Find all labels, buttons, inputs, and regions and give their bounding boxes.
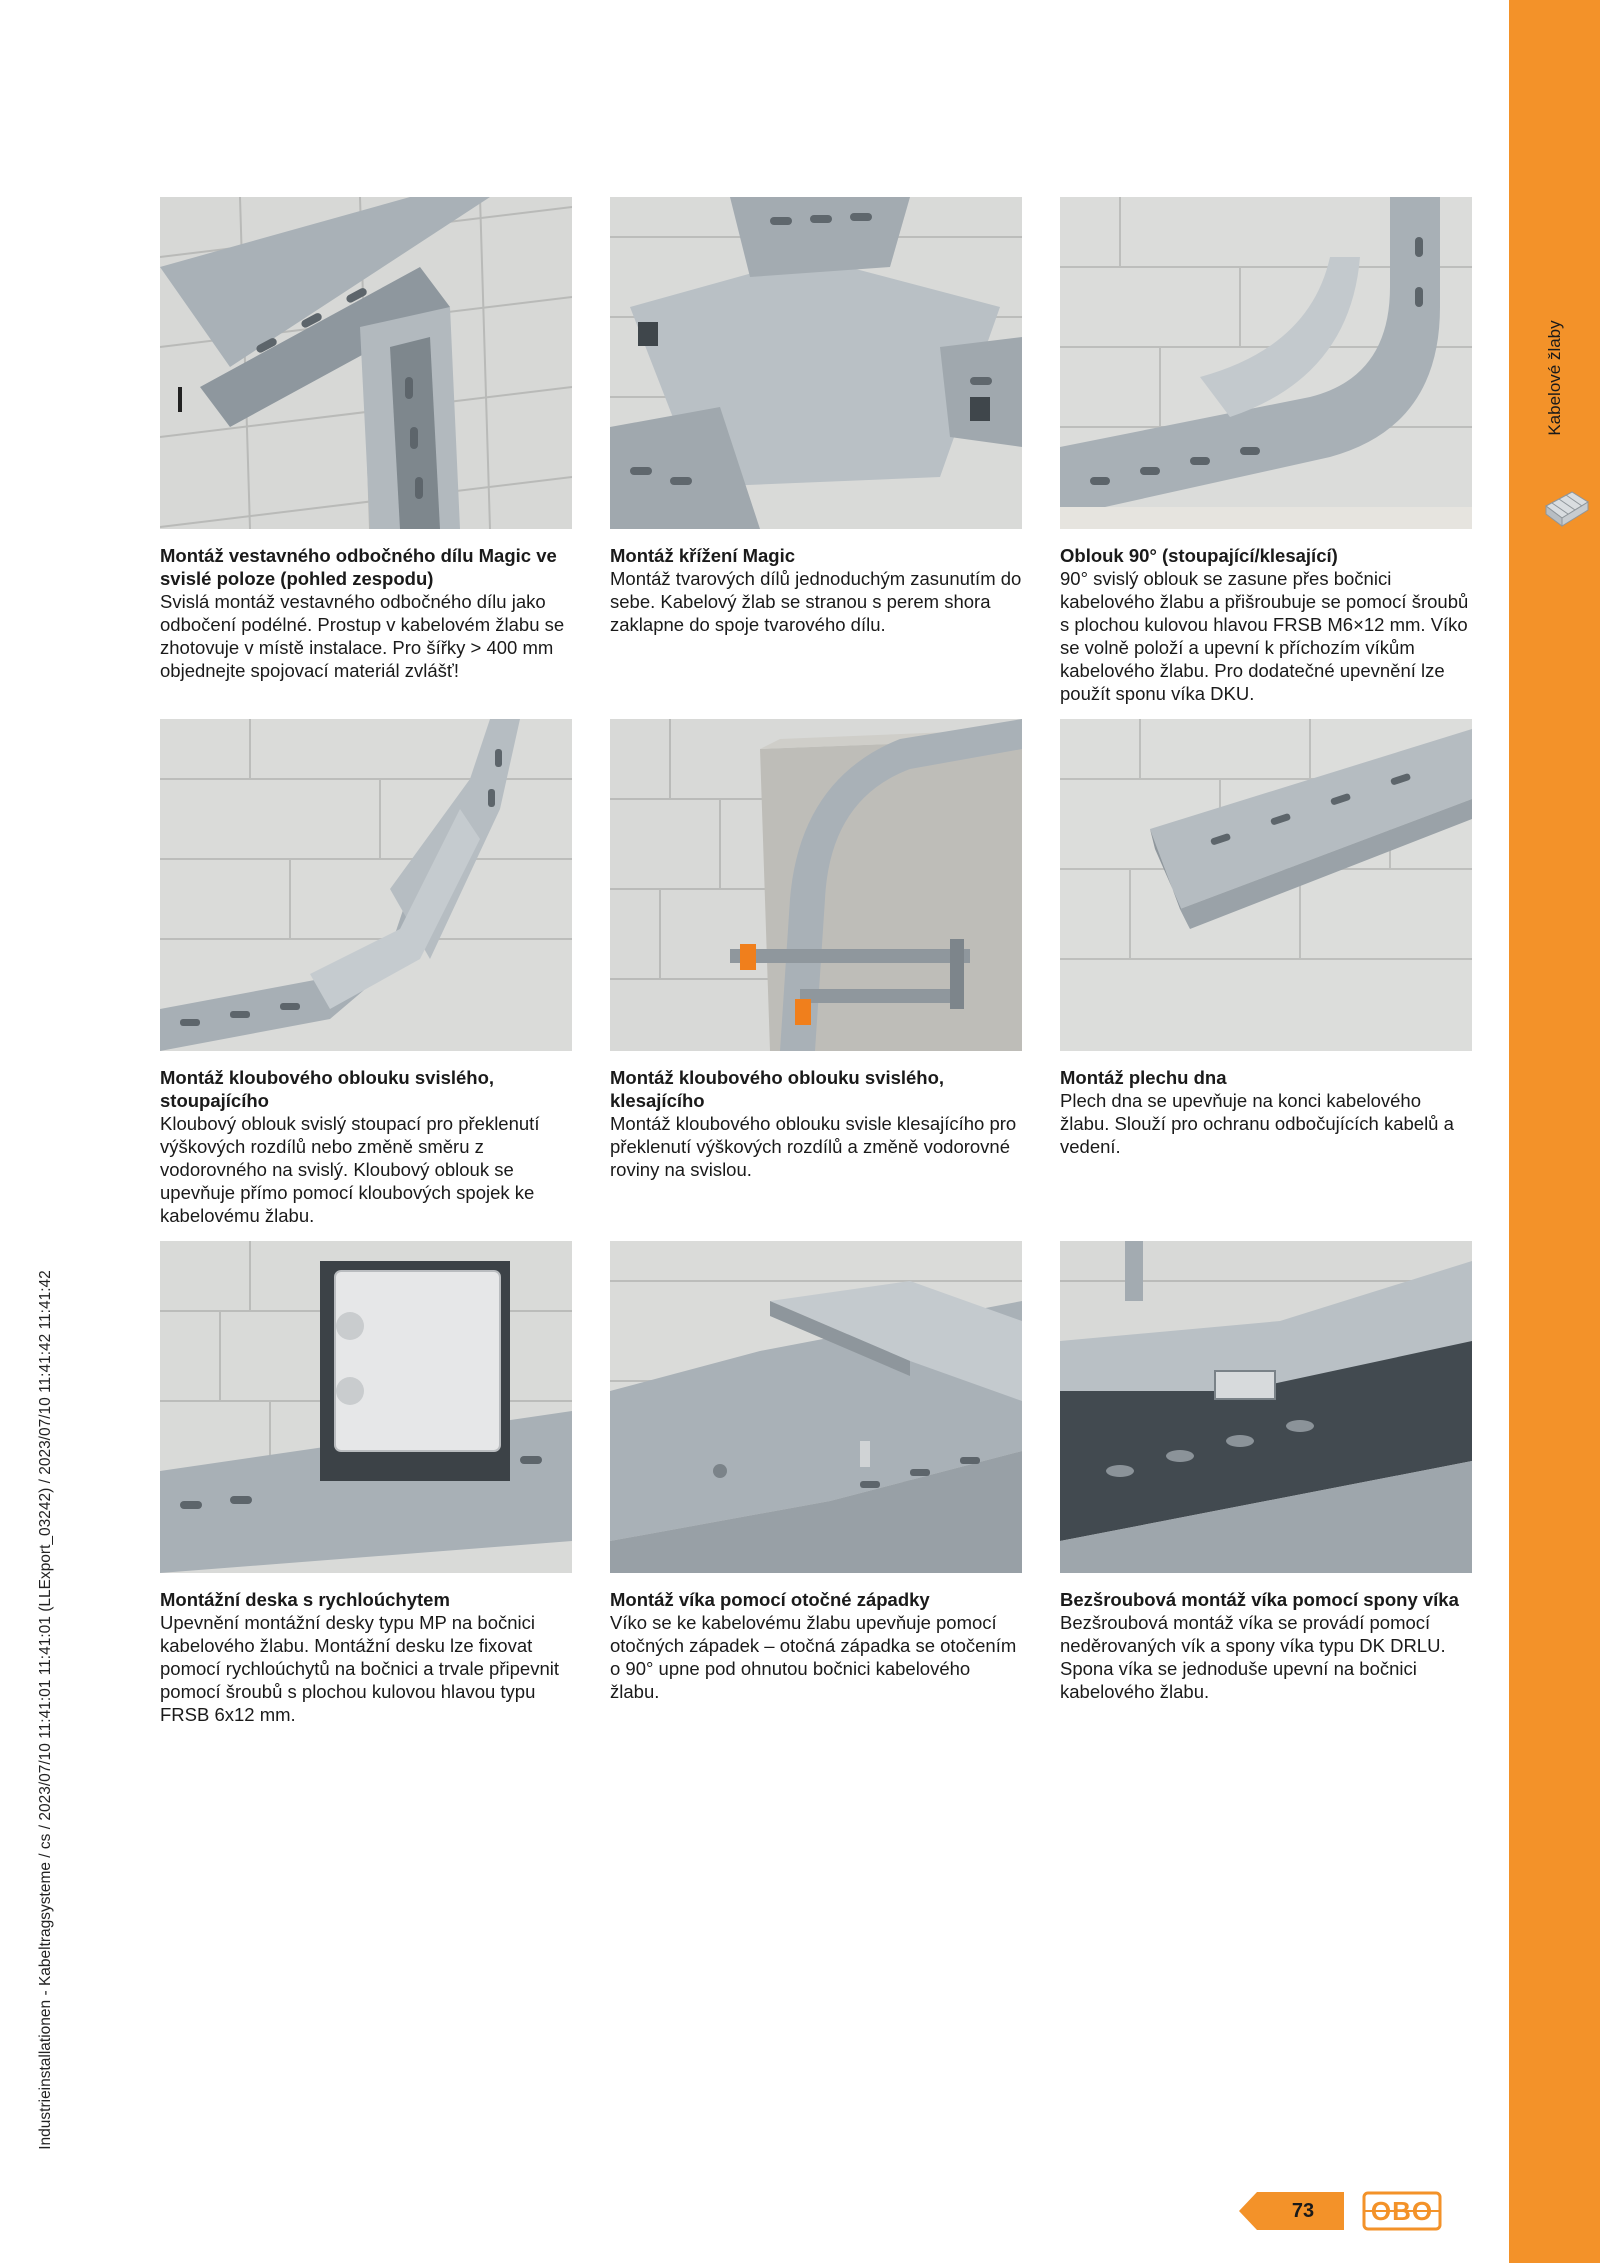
photo-cover-clip xyxy=(1060,1241,1472,1573)
export-metadata xyxy=(34,1250,58,2170)
item-title: Montáž křížení Magic xyxy=(610,545,796,566)
section-tab xyxy=(1540,318,1570,438)
photo-cross-piece xyxy=(610,197,1022,529)
item-description: Montáž kloubového oblouku svisle klesajícího pro překlenutí výškových rozdílů a změně vodorovné roviny na svislou. xyxy=(610,1113,1017,1180)
item-description: Víko se ke kabelovému žlabu upevňuje pomocí otočných západek – otočná západka se otočením o 90° upne pod ohnutou bočnici kabelového žlabu. xyxy=(610,1612,1017,1702)
photo-branch-piece xyxy=(160,197,572,529)
photo-bend-90 xyxy=(1060,197,1472,529)
item-description: Montáž tvarových dílů jednoduchým zasunutím do sebe. Kabelový žlab se stranou s perem shora zaklapne do spoje tvarového dílu. xyxy=(610,568,1022,635)
item-description: Svislá montáž vestavného odbočného dílu jako odbočení podélné. Prostup v kabelovém žlabu se zhotovuje v místě instalace. Pro šířky > 400 mm objednejte spojovací materiál zvlášť! xyxy=(160,591,565,681)
item-title: Montáž plechu dna xyxy=(1060,1067,1227,1088)
export-metadata-text: Industrieinstallationen - Kabeltragsysteme / cs / 2023/07/10 11:41:01 11:41:01 (LLExport_03242) / 2023/07/10 11:41:42 11:41:42 xyxy=(37,1270,54,2150)
obo-logo xyxy=(1362,2191,1442,2231)
item-title: Montáž kloubového oblouku svislého, stoupajícího xyxy=(160,1067,495,1111)
item-card-7 xyxy=(160,1241,572,1726)
item-description: Kloubový oblouk svislý stoupací pro překlenutí výškových rozdílů nebo změně směru z vodorovného na svislý. Kloubový oblouk se upevňuje přímo pomocí kloubových spojek ke kabelovému žlabu. xyxy=(160,1113,540,1226)
photo-hinged-bend-rising xyxy=(160,719,572,1051)
item-card-8 xyxy=(610,1241,1022,1703)
item-card-3 xyxy=(1060,197,1472,705)
item-description: 90° svislý oblouk se zasune přes bočnici kabelového žlabu a přišroubuje se pomocí šroubů s plochou kulovou hlavou FRSB M6×12 mm. Víko se volně položí a upevní k příchozím víkům kabelového žlabu. Pro dodatečné upevnění lze použít sponu víka DKU. xyxy=(1060,568,1469,704)
item-card-2 xyxy=(610,197,1022,636)
page-number: 73 xyxy=(1291,2199,1315,2222)
photo-mounting-plate xyxy=(160,1241,572,1573)
item-description: Plech dna se upevňuje na konci kabelového žlabu. Slouží pro ochranu odbočujících kabelů a vedení. xyxy=(1060,1090,1454,1157)
photo-hinged-bend-falling xyxy=(610,719,1022,1051)
item-title: Bezšroubová montáž víka pomocí spony víka xyxy=(1060,1589,1459,1610)
item-title: Montáž kloubového oblouku svislého, klesajícího xyxy=(610,1067,945,1111)
item-description: Bezšroubová montáž víka se provádí pomocí neděrovaných vík a spony víka typu DK DRLU. Spona víka se jednoduše upevní na bočnici kabelového žlabu. xyxy=(1060,1612,1446,1702)
cable-tray-icon xyxy=(1542,486,1590,530)
item-title: Montáž vestavného odbočného dílu Magic ve svislé poloze (pohled zespodu) xyxy=(160,545,557,589)
item-card-4 xyxy=(160,719,572,1227)
item-card-1 xyxy=(160,197,572,682)
item-description: Upevnění montážní desky typu MP na bočnici kabelového žlabu. Montážní desku lze fixovat pomocí rychloúchytů na bočnici a trvale připevnit pomocí šroubů s plochou kulovou hlavou typu FRSB 6x12 mm. xyxy=(160,1612,559,1725)
section-title: Kabelové žlaby xyxy=(1545,320,1564,436)
item-card-5 xyxy=(610,719,1022,1181)
item-title: Montáž víka pomocí otočné západky xyxy=(610,1589,930,1610)
item-title: Montážní deska s rychloúchytem xyxy=(160,1589,450,1610)
svg-text:OBO: OBO xyxy=(1370,2196,1434,2226)
photo-bottom-plate xyxy=(1060,719,1472,1051)
item-title: Oblouk 90° (stoupající/klesající) xyxy=(1060,545,1338,566)
photo-cover-turn-latch xyxy=(610,1241,1022,1573)
item-card-6 xyxy=(1060,719,1472,1158)
item-card-9 xyxy=(1060,1241,1472,1703)
